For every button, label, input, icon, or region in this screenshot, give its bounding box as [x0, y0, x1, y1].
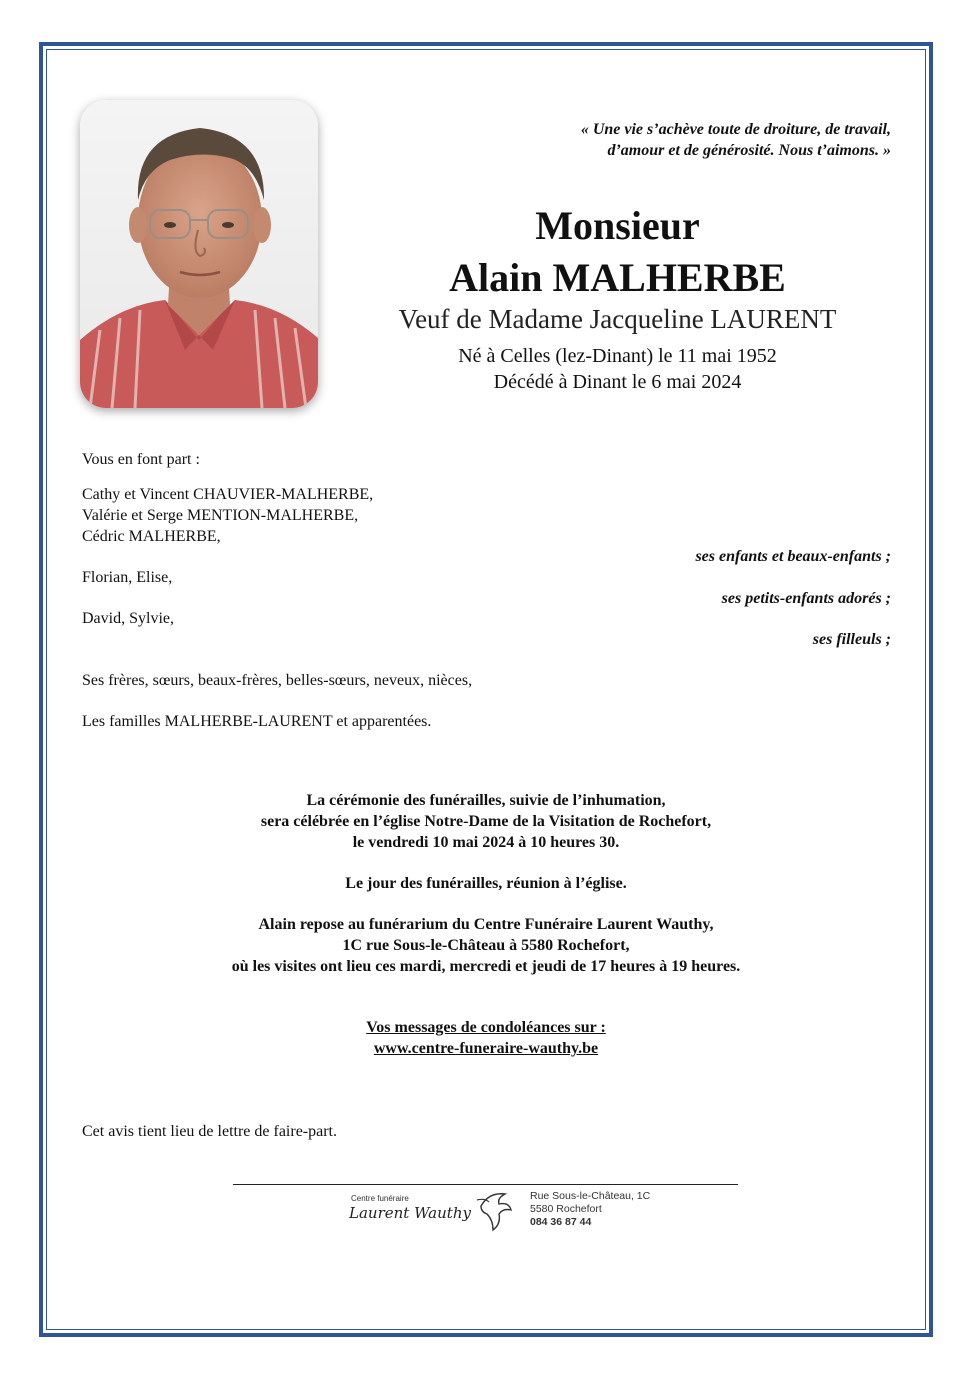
memorial-quote	[471, 119, 891, 161]
rest-line-2: 1C rue Sous-le-Château à 5580 Rochefort,	[342, 937, 630, 954]
condolences-block	[100, 1017, 872, 1038]
intro-text: Vous en font part :	[82, 451, 200, 468]
child-line-2: Valérie et Serge MENTION-MALHERBE,	[82, 507, 359, 524]
condolences-label: Vos messages de condoléances sur :	[366, 1019, 606, 1036]
children-label: ses enfants et beaux-enfants ;	[695, 548, 891, 565]
spouse-line: Veuf de Madame Jacqueline LAURENT	[398, 304, 837, 334]
dove-icon	[475, 1188, 515, 1232]
ceremony-line-3: le vendredi 10 mai 2024 à 10 heures 30.	[352, 834, 620, 851]
birth-line: Né à Celles (lez-Dinant) le 11 mai 1952	[458, 345, 777, 367]
condolences-link-row	[100, 1038, 872, 1059]
funeral-home-logo	[345, 1188, 655, 1232]
condolences-link[interactable]: www.centre-funeraire-wauthy.be	[373, 1040, 599, 1057]
civility: Monsieur	[535, 203, 700, 248]
closing-note: Cet avis tient lieu de lettre de faire-part.	[82, 1123, 337, 1140]
address-line-1: Rue Sous-le-Château, 1C	[530, 1190, 651, 1202]
families-line: Les familles MALHERBE-LAURENT et apparentées.	[82, 713, 432, 730]
godchildren-label: ses filleuls ;	[812, 631, 891, 648]
address-line-2: 5580 Rochefort	[530, 1203, 602, 1215]
deceased-name: Alain MALHERBE	[449, 255, 786, 300]
ceremony-line-1: La cérémonie des funérailles, suivie de l’inhumation,	[306, 792, 666, 809]
ceremony-line-2: sera célébrée en l’église Notre-Dame de la Visitation de Rochefort,	[260, 813, 712, 830]
siblings-line: Ses frères, sœurs, beaux-frères, belles-sœurs, neveux, nièces,	[82, 672, 473, 689]
grandchildren-label: ses petits-enfants adorés ;	[721, 590, 891, 607]
portrait-photo	[80, 100, 318, 408]
phone-number: 084 36 87 44	[530, 1216, 592, 1228]
death-line: Décédé à Dinant le 6 mai 2024	[493, 371, 742, 393]
quote-line-2: d’amour et de générosité. Nous t’aimons. »	[607, 142, 891, 159]
funeral-home-address	[530, 1190, 650, 1229]
child-line-1: Cathy et Vincent CHAUVIER-MALHERBE,	[82, 486, 374, 503]
child-line-3: Cédric MALHERBE,	[82, 528, 221, 545]
godchildren-line: David, Sylvie,	[82, 610, 174, 627]
rest-line-1: Alain repose au funérarium du Centre Funéraire Laurent Wauthy,	[258, 916, 714, 933]
logo-script-text: Laurent Wauthy	[349, 1204, 471, 1222]
signature-line	[233, 1184, 738, 1185]
grandchildren-line: Florian, Elise,	[82, 569, 173, 586]
logo-small-text: Centre funéraire	[351, 1194, 409, 1203]
rest-line-3: où les visites ont lieu ces mardi, mercredi et jeudi de 17 heures à 19 heures.	[231, 958, 741, 975]
meeting-line: Le jour des funérailles, réunion à l’église.	[345, 875, 627, 892]
quote-line-1: « Une vie s’achève toute de droiture, de travail,	[580, 121, 891, 138]
